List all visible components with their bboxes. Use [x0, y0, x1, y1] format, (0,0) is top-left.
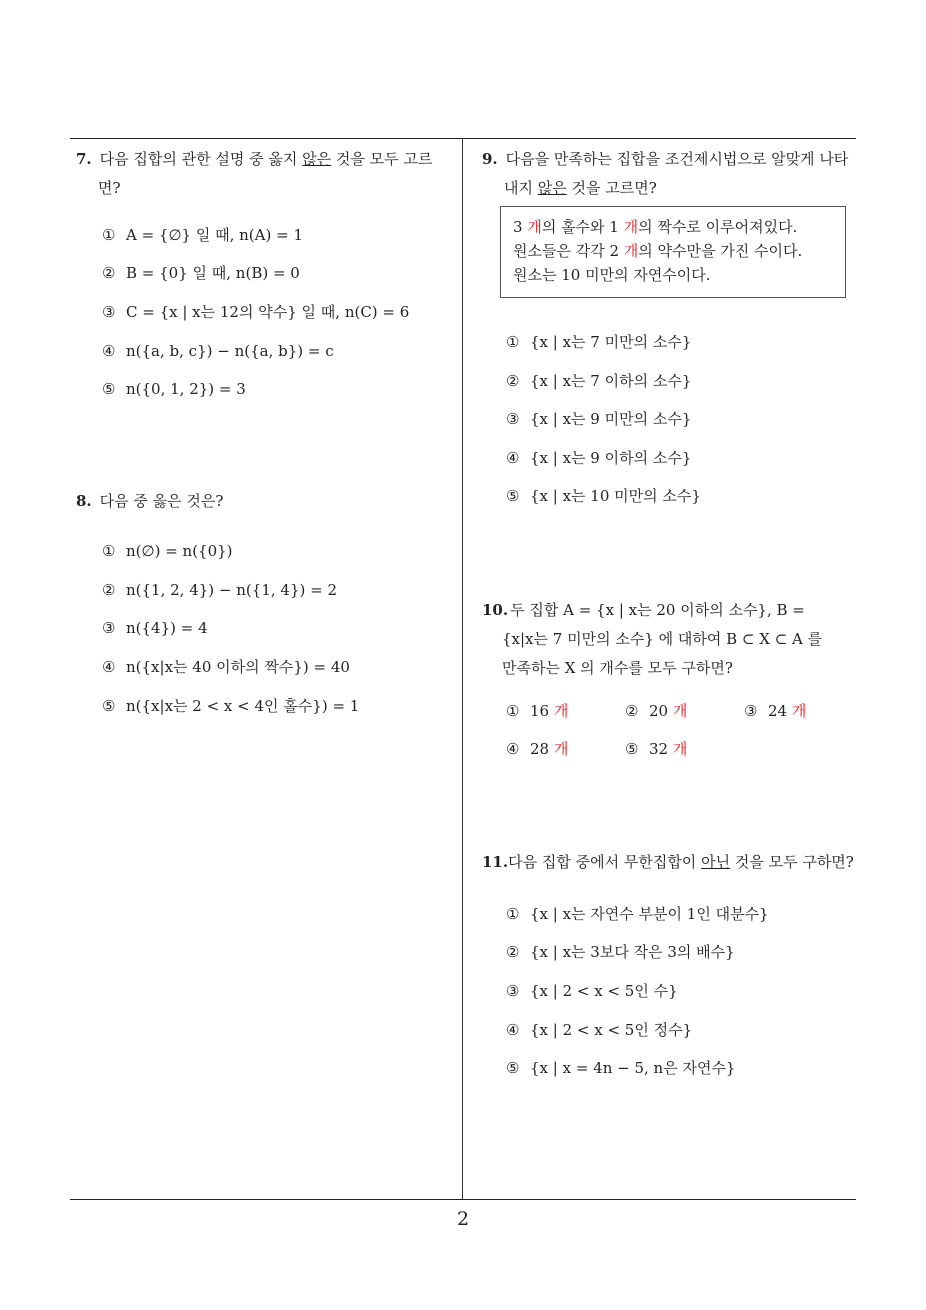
underlined-word: 아닌 — [701, 853, 731, 871]
option-value: 16 — [530, 702, 550, 720]
page-number: 2 — [456, 1208, 470, 1230]
question-text: 두 집합 A = {x | x는 20 이하의 소수}, B = — [510, 601, 805, 619]
option-text: n({0, 1, 2}) = 3 — [126, 380, 246, 398]
underlined-word: 않은 — [302, 150, 332, 168]
option-marker: ① — [506, 333, 520, 351]
option-marker: ③ — [506, 410, 520, 428]
option-marker: ⑤ — [102, 697, 116, 715]
unit-label: 개 — [553, 702, 569, 720]
question-text: 만족하는 X 의 개수를 모두 구하면? — [502, 659, 733, 677]
question-text: 내지 — [504, 179, 538, 197]
unit-label: 개 — [672, 740, 688, 758]
question-9 — [482, 145, 862, 203]
option-marker: ⑤ — [102, 380, 116, 398]
unit-label: 개 — [791, 702, 807, 720]
question-text: 것을 고르면? — [566, 179, 657, 197]
option-text: B = {0} 일 때, n(B) = 0 — [126, 264, 300, 282]
q8-option-3[interactable] — [102, 617, 208, 639]
condition-line-1: 3 개의 홀수와 1 개의 짝수로 이루어져있다. — [513, 218, 798, 236]
option-value: 28 — [530, 740, 550, 758]
option-text: {x | x는 7 이하의 소수} — [530, 372, 692, 390]
option-text: {x | 2 < x < 5인 수} — [530, 982, 678, 1000]
q9-option-3[interactable] — [506, 408, 691, 430]
q9-option-5[interactable] — [506, 485, 701, 507]
option-marker: ① — [506, 905, 520, 923]
option-marker: ③ — [102, 303, 116, 321]
q9-option-2[interactable] — [506, 370, 691, 392]
q9-option-4[interactable] — [506, 447, 691, 469]
q11-option-4[interactable] — [506, 1019, 692, 1041]
q7-option-5[interactable] — [102, 378, 246, 400]
option-marker: ④ — [506, 1021, 520, 1039]
question-10 — [482, 596, 858, 683]
question-11 — [482, 848, 862, 877]
option-marker: ② — [102, 581, 116, 599]
column-divider — [462, 138, 463, 1200]
q10-option-2[interactable] — [625, 700, 687, 722]
option-marker: ③ — [744, 702, 758, 720]
question-text: 것을 모두 고르 — [331, 150, 433, 168]
bottom-rule — [70, 1199, 856, 1200]
option-text: {x | x는 10 미만의 소수} — [530, 487, 701, 505]
option-text: {x | x는 9 미만의 소수} — [530, 410, 692, 428]
option-marker: ① — [506, 702, 520, 720]
option-marker: ② — [506, 372, 520, 390]
question-text: 다음 집합의 관한 설명 중 옳지 — [99, 150, 303, 168]
option-text: C = {x | x는 12의 약수} 일 때, n(C) = 6 — [126, 303, 410, 321]
question-text-line2: 면? — [98, 179, 121, 197]
option-value: 24 — [768, 702, 788, 720]
option-marker: ① — [102, 226, 116, 244]
option-text: A = {∅} 일 때, n(A) = 1 — [126, 226, 303, 244]
question-text: {x|x는 7 미만의 소수} 에 대하여 B ⊂ X ⊂ A 를 — [502, 630, 823, 648]
option-text: n({x|x는 40 이하의 짝수}) = 40 — [126, 658, 350, 676]
condition-box — [500, 206, 846, 298]
question-text: 다음 중 옳은 것은? — [99, 492, 224, 510]
q7-option-1[interactable] — [102, 224, 303, 246]
option-marker: ⑤ — [506, 1059, 520, 1077]
option-text: {x | x는 9 이하의 소수} — [530, 449, 692, 467]
question-text: 다음을 만족하는 집합을 조건제시법으로 알맞게 나타 — [505, 150, 849, 168]
question-number: 7. — [76, 150, 92, 168]
option-text: {x | x는 자연수 부분이 1인 대분수} — [530, 905, 769, 923]
question-number: 8. — [76, 492, 92, 510]
option-marker: ④ — [102, 342, 116, 360]
question-7 — [76, 145, 456, 203]
q10-option-5[interactable] — [625, 738, 687, 760]
q10-option-4[interactable] — [506, 738, 568, 760]
option-text: n(∅) = n({0}) — [126, 542, 233, 560]
q10-option-3[interactable] — [744, 700, 806, 722]
q9-option-1[interactable] — [506, 331, 691, 353]
q11-option-2[interactable] — [506, 941, 735, 963]
option-text: n({4}) = 4 — [126, 619, 208, 637]
option-marker: ② — [102, 264, 116, 282]
option-text: n({x|x는 2 < x < 4인 홀수}) = 1 — [126, 697, 360, 715]
option-marker: ① — [102, 542, 116, 560]
unit-label: 개 — [553, 740, 569, 758]
option-marker: ③ — [506, 982, 520, 1000]
option-marker: ② — [625, 702, 639, 720]
condition-line-3: 원소는 10 미만의 자연수이다. — [513, 266, 711, 284]
top-rule — [70, 138, 856, 139]
question-number: 10. — [482, 601, 509, 619]
question-text: 것을 모두 구하면? — [730, 853, 854, 871]
question-text: 다음 집합 중에서 무한집합이 — [508, 853, 702, 871]
option-marker: ② — [506, 943, 520, 961]
q7-option-4[interactable] — [102, 340, 334, 362]
q11-option-3[interactable] — [506, 980, 678, 1002]
q10-option-1[interactable] — [506, 700, 568, 722]
underlined-word: 않은 — [537, 179, 567, 197]
q11-option-5[interactable] — [506, 1057, 735, 1079]
option-marker: ④ — [506, 740, 520, 758]
option-text: {x | x는 3보다 작은 3의 배수} — [530, 943, 735, 961]
option-text: {x | 2 < x < 5인 정수} — [530, 1021, 693, 1039]
option-text: {x | x는 7 미만의 소수} — [530, 333, 692, 351]
condition-line-2: 원소들은 각각 2 개의 약수만을 가진 수이다. — [513, 242, 803, 260]
q11-option-1[interactable] — [506, 903, 769, 925]
q7-option-3[interactable] — [102, 301, 409, 323]
option-text: n({1, 2, 4}) − n({1, 4}) = 2 — [126, 581, 337, 599]
q7-option-2[interactable] — [102, 262, 300, 284]
option-text: {x | x = 4n − 5, n은 자연수} — [530, 1059, 736, 1077]
option-marker: ⑤ — [625, 740, 639, 758]
option-value: 20 — [649, 702, 669, 720]
question-8 — [76, 487, 456, 516]
unit-label: 개 — [672, 702, 688, 720]
question-number: 11. — [482, 853, 509, 871]
option-marker: ③ — [102, 619, 116, 637]
option-text: n({a, b, c}) − n({a, b}) = c — [126, 342, 334, 360]
q8-option-1[interactable] — [102, 540, 233, 562]
q8-option-2[interactable] — [102, 579, 337, 601]
option-value: 32 — [649, 740, 669, 758]
option-marker: ④ — [506, 449, 520, 467]
q8-option-5[interactable] — [102, 695, 359, 717]
question-number: 9. — [482, 150, 498, 168]
q8-option-4[interactable] — [102, 656, 350, 678]
option-marker: ⑤ — [506, 487, 520, 505]
option-marker: ④ — [102, 658, 116, 676]
